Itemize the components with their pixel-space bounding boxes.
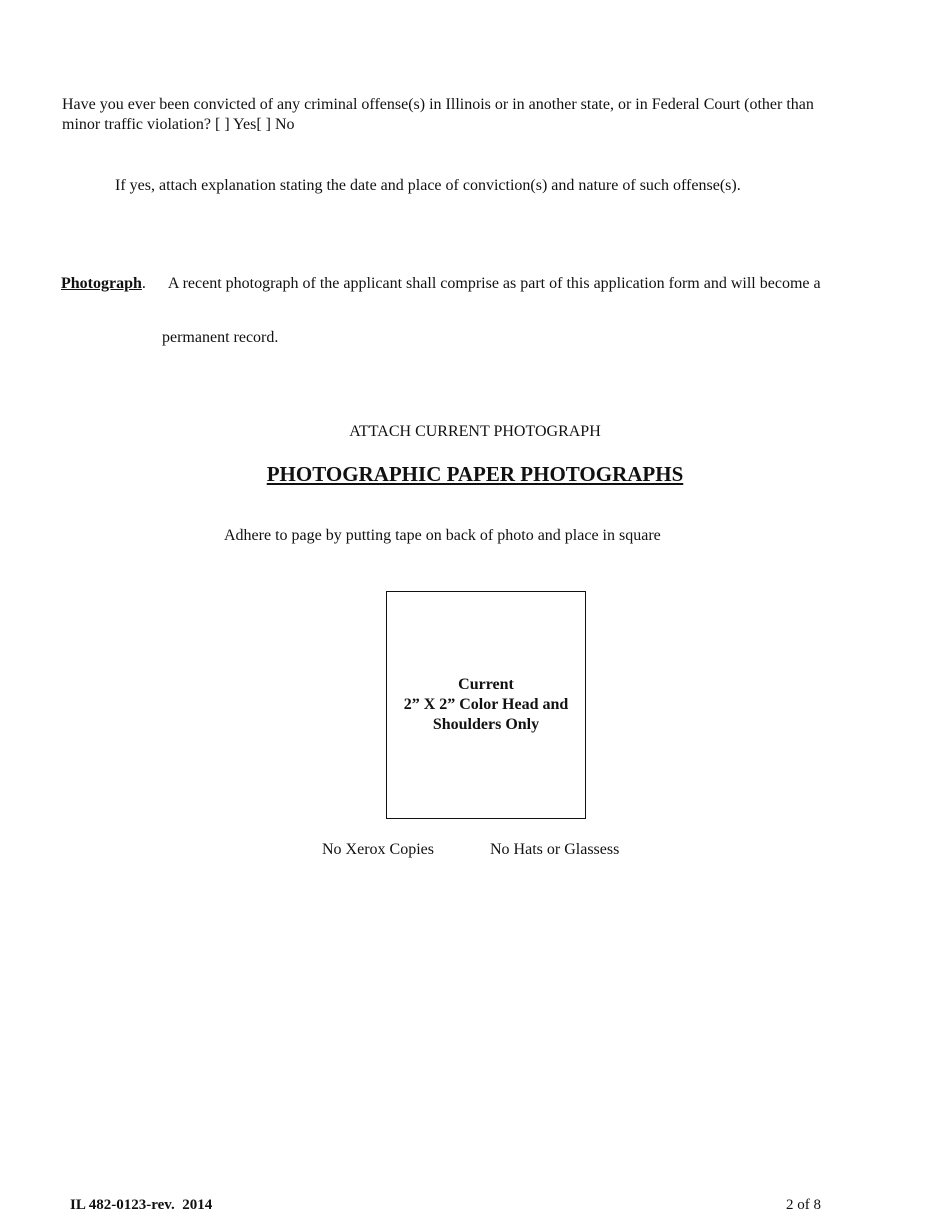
- photo-placement-box: [386, 591, 586, 819]
- photo-box-line-1: Current: [458, 676, 514, 693]
- photo-box-line-3: Shoulders Only: [432, 716, 540, 733]
- photograph-heading: Photograph: [61, 275, 142, 292]
- adhere-instruction: Adhere to page by putting tape on back of photo and place in square: [224, 527, 661, 544]
- photograph-heading-period: .: [141, 275, 146, 292]
- conviction-question-line-1: Have you ever been convicted of any criminal offense(s) in Illinois or in another state, or in Federal Court (other than: [62, 96, 814, 113]
- attach-photograph-label: ATTACH CURRENT PHOTOGRAPH: [349, 423, 601, 440]
- photograph-description: A recent photograph of the applicant shall comprise as part of this application form and will become a: [167, 275, 821, 292]
- photographic-paper-title: PHOTOGRAPHIC PAPER PHOTOGRAPHS: [266, 462, 684, 486]
- photo-box-line-2: 2” X 2” Color Head and: [403, 696, 569, 713]
- conviction-explanation-instruction: If yes, attach explanation stating the date and place of conviction(s) and nature of such offense(s).: [115, 177, 741, 194]
- photograph-section: [61, 275, 821, 293]
- conviction-question-line-2: minor traffic violation? [ ] Yes[ ] No: [62, 116, 295, 133]
- form-id-footer: IL 482-0123-rev. 2014: [70, 1197, 213, 1213]
- no-hats-rule: No Hats or Glassess: [490, 841, 620, 858]
- photograph-description-continuation: permanent record.: [162, 329, 279, 346]
- no-xerox-rule: No Xerox Copies: [322, 841, 434, 858]
- page-number: 2 of 8: [786, 1197, 821, 1213]
